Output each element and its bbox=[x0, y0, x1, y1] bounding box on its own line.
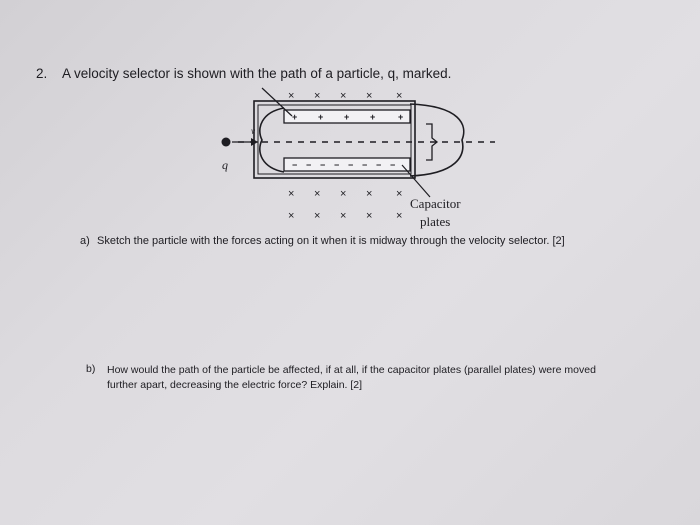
plus-sign: + bbox=[292, 112, 298, 122]
left-field-boundary bbox=[260, 108, 284, 172]
field-x-mark: × bbox=[366, 210, 373, 222]
particle-label: q bbox=[222, 158, 228, 172]
plus-sign: + bbox=[318, 112, 324, 122]
field-x-mark: × bbox=[396, 188, 403, 200]
field-x-mark: × bbox=[314, 210, 321, 222]
part-b-line-1: How would the path of the particle be affected, if at all, if the capacitor plates (parallel plates) were moved bbox=[107, 364, 596, 376]
minus-sign: − bbox=[334, 160, 340, 170]
field-x-mark: × bbox=[288, 188, 295, 200]
part-a-letter: a) bbox=[80, 235, 90, 247]
field-x-mark: × bbox=[340, 90, 347, 102]
caption-line-1: Capacitor bbox=[410, 196, 461, 211]
field-x-mark: × bbox=[314, 188, 321, 200]
minus-sign: − bbox=[306, 160, 312, 170]
plus-sign: + bbox=[398, 112, 404, 122]
minus-sign: − bbox=[348, 160, 354, 170]
field-x-mark: × bbox=[288, 210, 295, 222]
plus-sign: + bbox=[344, 112, 350, 122]
part-b-line-2: further apart, decreasing the electric force? Explain. [2] bbox=[107, 379, 363, 391]
minus-sign: − bbox=[362, 160, 368, 170]
question-number: 2. bbox=[36, 66, 48, 81]
field-x-mark: × bbox=[340, 188, 347, 200]
field-x-mark: × bbox=[396, 210, 403, 222]
minus-sign: − bbox=[320, 160, 326, 170]
minus-sign: − bbox=[292, 160, 298, 170]
minus-sign: − bbox=[390, 160, 396, 170]
part-b-text bbox=[107, 363, 682, 393]
field-x-mark: × bbox=[366, 188, 373, 200]
right-field-boundary bbox=[410, 104, 464, 176]
caption-line-2: plates bbox=[420, 214, 451, 229]
minus-sign: − bbox=[376, 160, 382, 170]
velocity-label: v bbox=[251, 126, 255, 136]
part-a-text: Sketch the particle with the forces acting on it when it is midway through the velocity selector. [2] bbox=[97, 235, 565, 247]
particle-dot bbox=[222, 138, 231, 147]
pointer-line-bottom bbox=[402, 165, 430, 197]
field-x-mark: × bbox=[340, 210, 347, 222]
field-x-mark: × bbox=[314, 90, 321, 102]
field-x-mark: × bbox=[366, 90, 373, 102]
question-text: A velocity selector is shown with the path of a particle, q, marked. bbox=[62, 66, 452, 81]
plus-sign: + bbox=[370, 112, 376, 122]
field-x-mark: × bbox=[288, 90, 295, 102]
field-x-mark: × bbox=[396, 90, 403, 102]
part-b-letter: b) bbox=[86, 363, 96, 375]
